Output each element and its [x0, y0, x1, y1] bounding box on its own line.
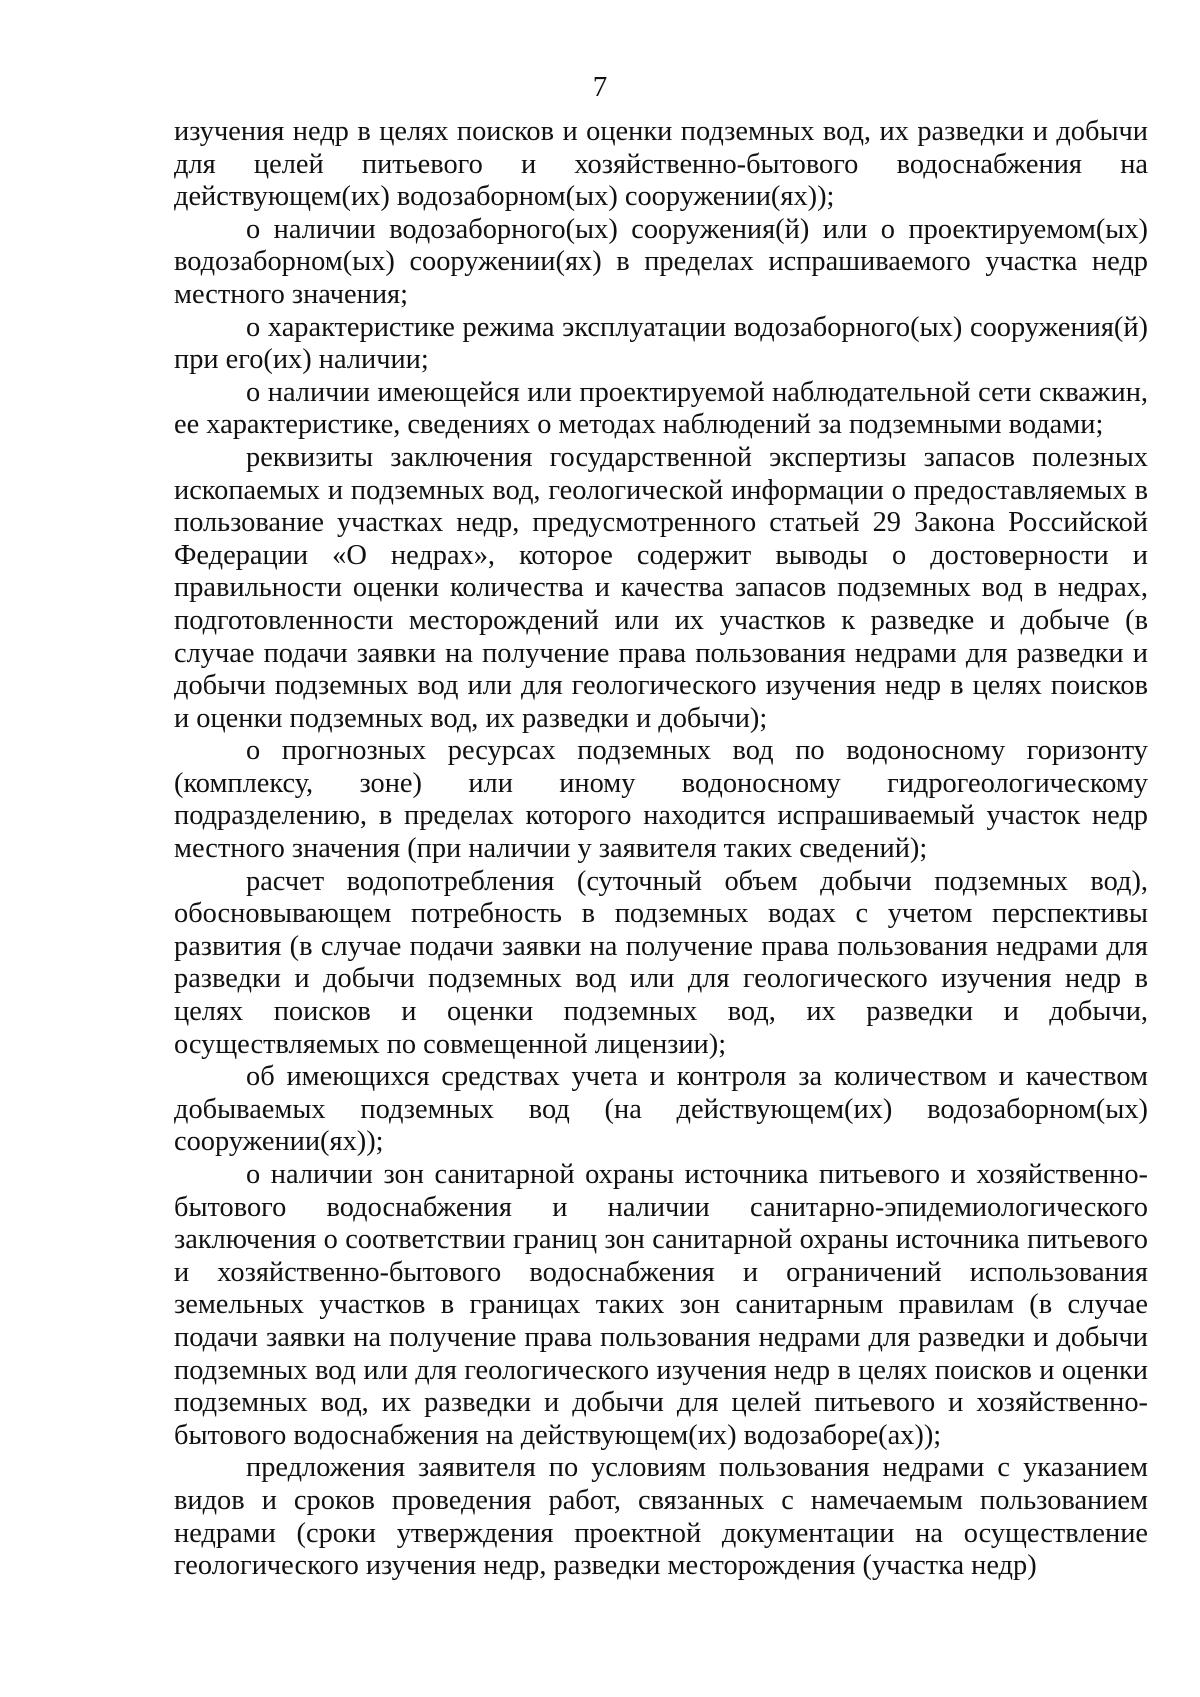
paragraph-operation-mode: о характеристике режима эксплуатации водозаборного(ых) сооружения(й) при его(их) наличии;	[174, 311, 1148, 376]
paragraph-continuation: изучения недр в целях поисков и оценки подземных вод, их разведки и добычи для целей питьевого и хозяйственно-бытового водоснабжения на действующем(их) водозаборном(ых) сооружении(ях));	[174, 116, 1148, 213]
page-number: 7	[592, 71, 608, 103]
paragraph-metering-means: об имеющихся средствах учета и контроля за количеством и качеством добываемых подземных вод (на действующем(их) водозаборном(ых) сооружении(ях));	[174, 1061, 1148, 1158]
paragraph-observation-network: о наличии имеющейся или проектируемой наблюдательной сети скважин, ее характеристике, сведениях о методах наблюдений за подземными водами;	[174, 376, 1148, 441]
paragraph-sanitary-zones: о наличии зон санитарной охраны источника питьевого и хозяйственно-бытового водоснабжения и наличии санитарно-эпидемиологического заключения о соответствии границ зон санитарной охраны источника питьевого и хозяйственно-бытового водоснабжения и ограничений использования земельных участков в границах таких зон санитарным правилам (в случае подачи заявки на получение права пользования недрами для разведки и добычи подземных вод или для геологического изучения недр в целях поисков и оценки подземных вод, их разведки и добычи для целей питьевого и хозяйственно-бытового водоснабжения на действующем(их) водозаборе(ах));	[174, 1159, 1148, 1451]
paragraph-water-intake-structures: о наличии водозаборного(ых) сооружения(й) или о проектируемом(ых) водозаборном(ых) сооружении(ях) в пределах испрашиваемого участка недр местного значения;	[174, 213, 1148, 310]
paragraph-forecast-resources: о прогнозных ресурсах подземных вод по водоносному горизонту (комплексу, зоне) или иному водоносному гидрогеологическому подразделению, в пределах которого находится испрашиваемый участок недр местного значения (при наличии у заявителя таких сведений);	[174, 735, 1148, 865]
paragraph-water-consumption: расчет водопотребления (суточный объем добычи подземных вод), обосновывающем потребность в подземных водах с учетом перспективы развития (в случае подачи заявки на получение права пользования недрами для разведки и добычи подземных вод или для геологического изучения недр в целях поисков и оценки подземных вод, их разведки и добычи, осуществляемых по совмещенной лицензии);	[174, 865, 1148, 1060]
paragraph-applicant-proposals: предложения заявителя по условиям пользования недрами с указанием видов и сроков проведения работ, связанных с намечаемым пользованием недрами (сроки утверждения проектной документации на осуществление геологического изучения недр, разведки месторождения (участка недр)	[174, 1452, 1148, 1582]
paragraph-state-expertise: реквизиты заключения государственной экспертизы запасов полезных ископаемых и подземных вод, геологической информации о предоставляемых в пользование участках недр, предусмотренного статьей 29 Закона Российской Федерации «О недрах», которое содержит выводы о достоверности и правильности оценки количества и качества запасов подземных вод в недрах, подготовленности месторождений или их участков к разведке и добыче (в случае подачи заявки на получение права пользования недрами для разведки и добычи подземных вод или для геологического изучения недр в целях поисков и оценки подземных вод, их разведки и добычи);	[174, 441, 1148, 734]
body-text	[174, 116, 1148, 1583]
